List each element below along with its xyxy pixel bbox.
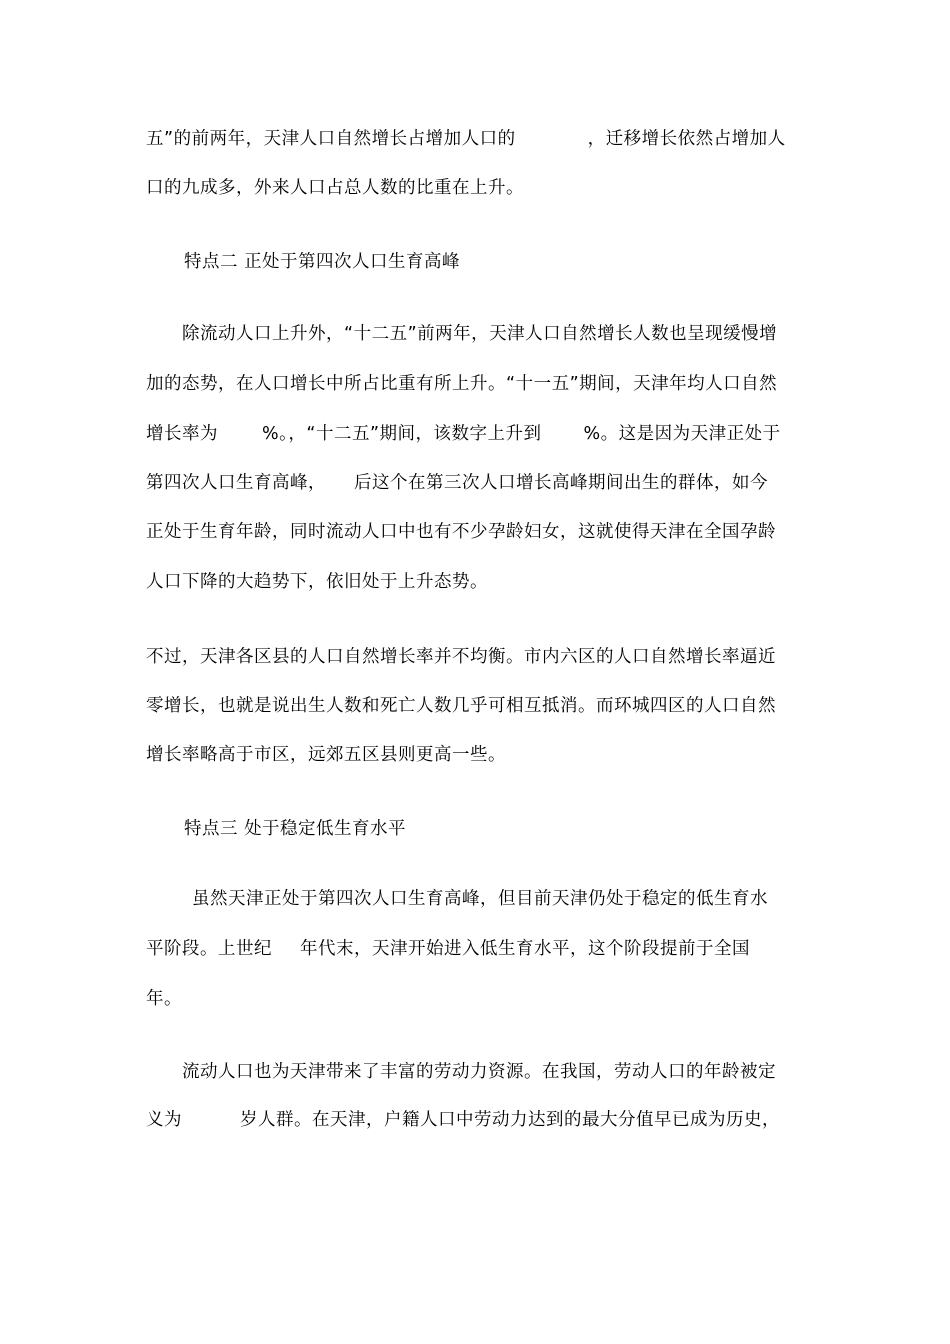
text-segment: 五”的前两年，天津人口自然增长占增加人口的 bbox=[146, 129, 516, 149]
text-segment: 年代末，天津开始进入低生育水平，这个阶段提前于全国 bbox=[300, 939, 750, 959]
text-segment: 除流动人口上升外，“十二五”前两年，天津人口自然增长人数也呈现缓慢增 bbox=[182, 324, 778, 344]
text-line-10 bbox=[146, 645, 811, 669]
text-segment: 岁人群。在天津，户籍人口中劳动力达到的最大分值早已成为历史， bbox=[240, 1110, 780, 1130]
text-segment: %。，“十二五”期间，该数字上升到 bbox=[262, 424, 542, 444]
text-segment: 义为 bbox=[146, 1110, 182, 1130]
text-segment: 增长率为 bbox=[146, 424, 218, 444]
text-line-12 bbox=[146, 743, 811, 767]
heading-text: 特点二 正处于第四次人口生育高峰 bbox=[184, 252, 461, 272]
section-heading-2 bbox=[184, 250, 849, 274]
text-line-17 bbox=[182, 1060, 810, 1084]
text-line-11 bbox=[146, 694, 811, 718]
text-line-1 bbox=[146, 127, 811, 151]
text-line-15 bbox=[146, 937, 811, 961]
text-segment: 口的九成多，外来人口占总人数的比重在上升。 bbox=[146, 178, 524, 198]
heading-text: 特点三 处于稳定低生育水平 bbox=[184, 819, 407, 839]
text-segment: 增长率略高于市区，远郊五区县则更高一些。 bbox=[146, 745, 506, 765]
text-line-9 bbox=[146, 570, 811, 594]
text-segment: 年。 bbox=[146, 989, 182, 1009]
text-line-18 bbox=[146, 1108, 811, 1132]
text-segment: 人口下降的大趋势下，依旧处于上升态势。 bbox=[146, 572, 488, 592]
text-line-14 bbox=[192, 887, 810, 911]
text-line-4 bbox=[182, 322, 810, 346]
text-line-2 bbox=[146, 176, 811, 200]
text-segment: 零增长，也就是说出生人数和死亡人数几乎可相互抵消。而环城四区的人口自然 bbox=[146, 696, 776, 716]
text-line-16 bbox=[146, 987, 811, 1011]
text-segment: 正处于生育年龄，同时流动人口中也有不少孕龄妇女，这就使得天津在全国孕龄 bbox=[146, 522, 776, 542]
text-segment: 第四次人口生育高峰， bbox=[146, 473, 326, 493]
text-segment: 加的态势，在人口增长中所占比重有所上升。“十一五”期间，天津年均人口自然 bbox=[146, 374, 778, 394]
text-segment: 平阶段。上世纪 bbox=[146, 939, 272, 959]
text-line-7 bbox=[146, 471, 811, 495]
text-segment: 后这个在第三次人口增长高峰期间出生的群体，如今 bbox=[354, 473, 768, 493]
text-segment: 流动人口也为天津带来了丰富的劳动力资源。在我国，劳动人口的年龄被定 bbox=[182, 1062, 776, 1082]
text-line-8 bbox=[146, 520, 811, 544]
text-segment: ，迁移增长依然占增加人 bbox=[587, 129, 786, 149]
text-segment: 虽然天津正处于第四次人口生育高峰，但目前天津仍处于稳定的低生育水 bbox=[192, 889, 768, 909]
text-segment: 不过，天津各区县的人口自然增长率并不均衡。市内六区的人口自然增长率逼近 bbox=[146, 647, 776, 667]
text-line-5 bbox=[146, 372, 811, 396]
text-segment: %。这是因为天津正处于 bbox=[583, 424, 781, 444]
text-line-6 bbox=[146, 422, 811, 446]
section-heading-3 bbox=[184, 817, 849, 841]
